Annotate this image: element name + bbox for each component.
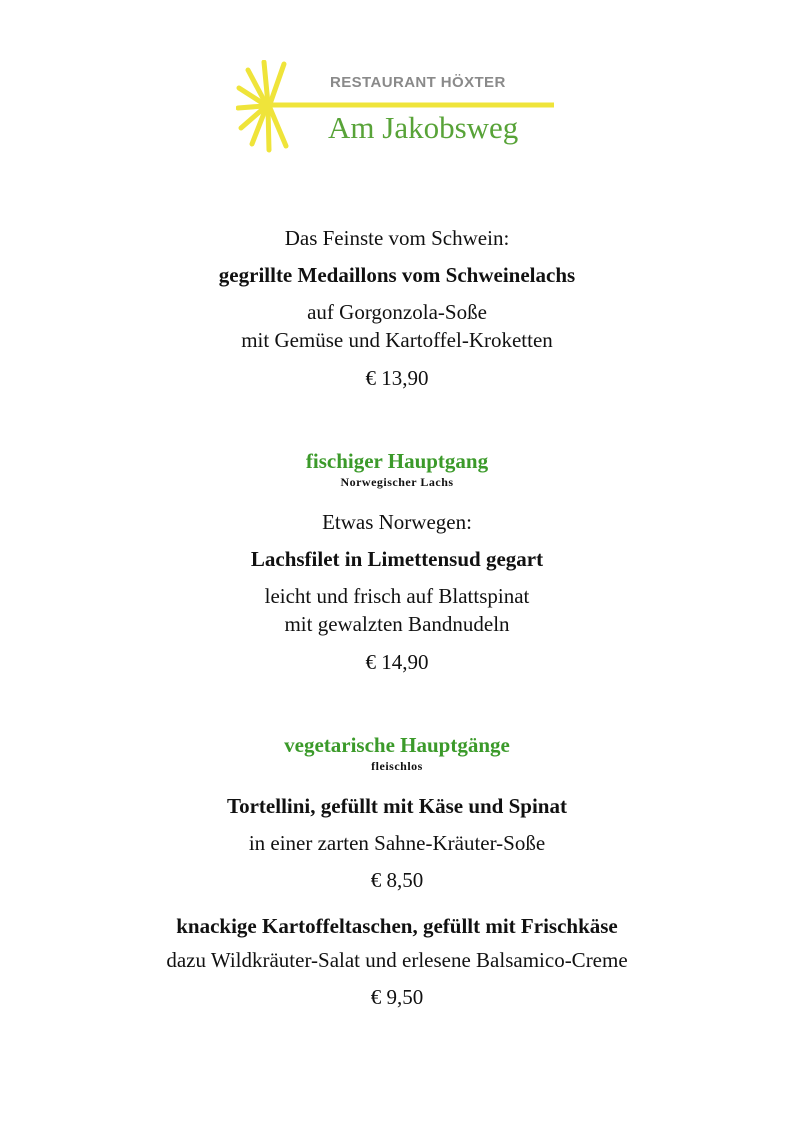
dish1-price: € 13,90 [365, 366, 429, 390]
section-fish-title: fischiger Hauptgang [305, 449, 489, 473]
dish3-name: Tortellini, gefüllt mit Käse und Spinat [227, 794, 567, 818]
section-veg-subtitle: fleischlos [371, 759, 423, 773]
logo-name-text: Am Jakobsweg [328, 110, 519, 145]
dish3-price: € 8,50 [370, 868, 424, 892]
dish2-price: € 14,90 [365, 650, 429, 674]
dish2-name: Lachsfilet in Limettensud gegart [250, 547, 544, 571]
dish3-desc1: in einer zarten Sahne-Kräuter-Soße [248, 831, 546, 855]
section-fish-subtitle: Norwegischer Lachs [340, 475, 454, 489]
menu-content [0, 224, 794, 1011]
dish1-name: gegrillte Medaillons vom Schweinelachs [218, 263, 576, 287]
logo-restaurant-text: RESTAURANT HÖXTER [330, 74, 506, 91]
section-veg-title: vegetarische Hauptgänge [284, 733, 510, 757]
restaurant-logo [236, 60, 566, 155]
dish2-intro: Etwas Norwegen: [322, 510, 472, 534]
dish1-desc1: auf Gorgonzola-Soße [307, 300, 487, 324]
dish4-name: knackige Kartoffeltaschen, gefüllt mit Frischkäse [176, 914, 618, 938]
dish1-desc2: mit Gemüse und Kartoffel-Kroketten [241, 328, 553, 352]
dish2-desc2: mit gewalzten Bandnudeln [284, 612, 510, 636]
dish4-price: € 9,50 [370, 985, 424, 1009]
dish2-desc1: leicht und frisch auf Blattspinat [264, 584, 530, 608]
dish1-intro: Das Feinste vom Schwein: [284, 226, 510, 250]
dish4-desc1: dazu Wildkräuter-Salat und erlesene Balsamico-Creme [166, 948, 628, 972]
